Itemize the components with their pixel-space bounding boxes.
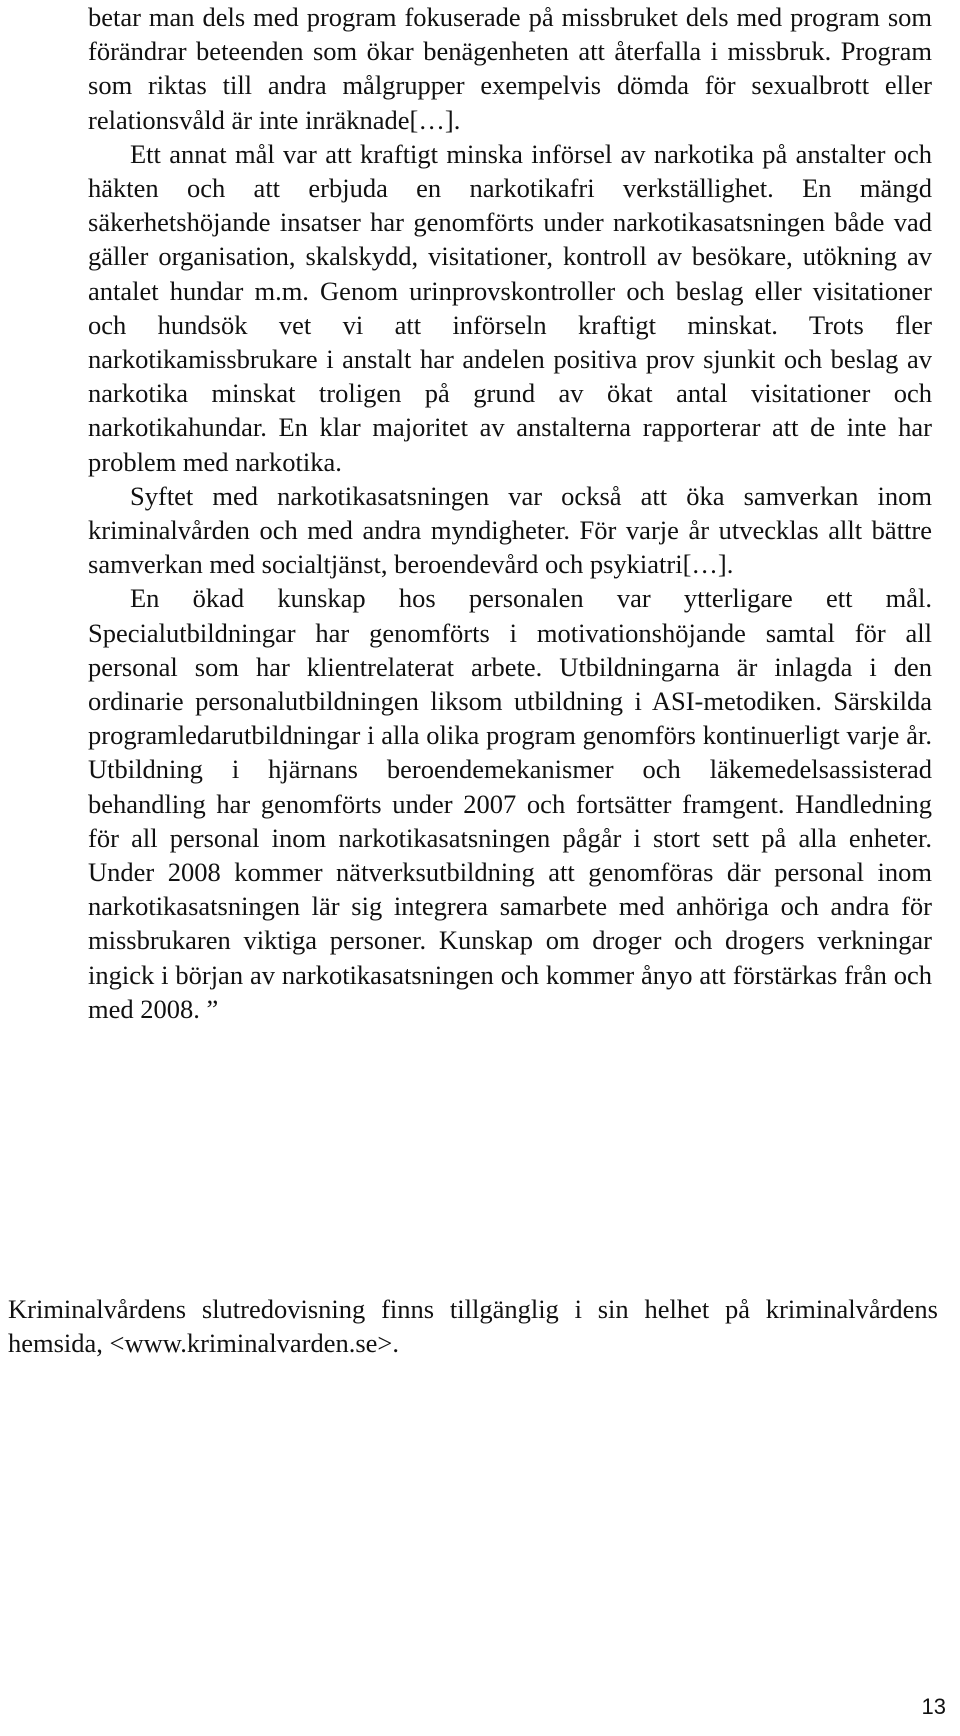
quoted-text-block: [88, 0, 932, 1026]
quote-paragraph-2: Ett annat mål var att kraftigt minska införsel av narkotika på anstalter och häkten och att erbjuda en narkotikafri verkställighet. En mängd säkerhetshöjande insatser har genomförts under narkotikasatsningen både vad gäller organisation, skalskydd, visitationer, kontroll av besökare, utökning av antalet hundar m.m. Genom urinprovskontroller och beslag eller visitationer och hundsök vet vi att införseln kraftigt minskat. Trots fler narkotikamissbrukare i anstalt har andelen positiva prov sjunkit och beslag av narkotika minskat troligen på grund av ökat antal visitationer och narkotikahundar. En klar majoritet av anstalterna rapporterar att de inte har problem med narkotika.: [88, 138, 932, 477]
quote-paragraph-4: En ökad kunskap hos personalen var ytterligare ett mål. Specialutbildningar har genomförts i motivationshöjande samtal för all personal som har klientrelaterat arbete. Utbildningarna är inlagda i den ordinarie personalutbildningen liksom utbildning i ASI-metodiken. Särskilda programledarutbildningar i alla olika program genomförs kontinuerligt varje år. Utbildning i hjärnans beroendemekanismer och läkemedelsassisterad behandling har genomförts under 2007 och fortsätter framgent. Handledning för all personal inom narkotikasatsningen pågår i stort sett på alla enheter. Under 2008 kommer nätverksutbildning att genomföras där personal inom narkotikasatsningen lär sig integrera samarbete med anhöriga och andra för missbrukaren viktiga personer. Kunskap om droger och drogers verkningar ingick i början av narkotikasatsningen och kommer ånyo att förstärkas från och med 2008. ”: [88, 583, 932, 1024]
closing-paragraph: Kriminalvårdens slutredovisning finns tillgänglig i sin helhet på kriminalvårdens hemsida, <www.kriminalvarden.se>.: [8, 1294, 938, 1359]
quote-paragraph-3: Syftet med narkotikasatsningen var också att öka samverkan inom kriminalvården och med andra myndigheter. För varje år utvecklas allt bättre samverkan med socialtjänst, beroendevård och psykiatri[…].: [88, 480, 932, 580]
page-number: 13: [921, 1694, 946, 1719]
quote-paragraph-1: betar man dels med program fokuserade på missbruket dels med program som förändrar beteenden som ökar benägenheten att återfalla i missbruk. Program som riktas till andra målgrupper exempelvis dömda för sexualbrott eller relationsvåld är inte inräknade[…].: [88, 2, 932, 135]
